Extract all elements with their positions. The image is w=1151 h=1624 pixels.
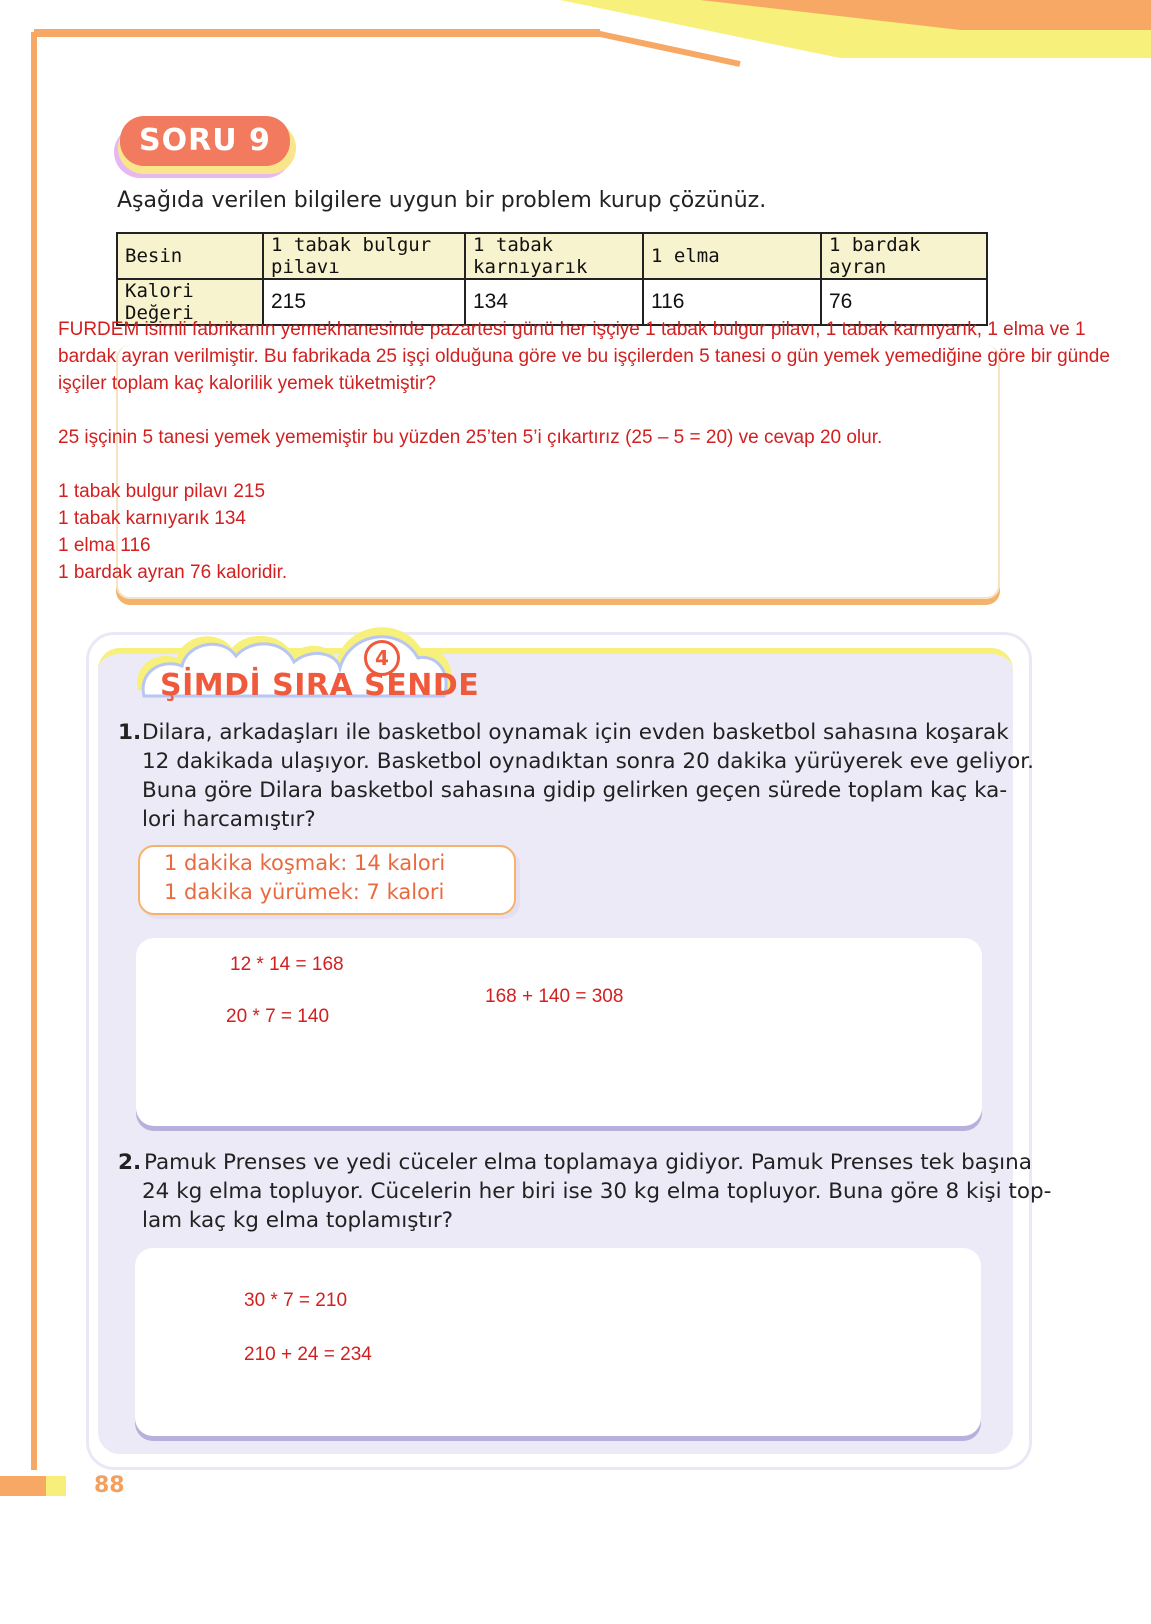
table-cell: 76	[821, 279, 987, 325]
question-badge	[118, 116, 296, 170]
question-line: lam kaç kg elma toplamıştır?	[142, 1208, 454, 1233]
table-cell: 116	[643, 279, 821, 325]
page-bar	[46, 1476, 66, 1496]
question-line: 24 kg elma topluyor. Cücelerin her biri ise 30 kg elma topluyor. Buna göre 8 kişi top-	[142, 1179, 1052, 1204]
question-line: lori harcamıştır?	[142, 807, 316, 832]
table-header-cell: 1 tabak bulgur pilavı	[263, 233, 465, 279]
q2-work-area	[135, 1248, 981, 1436]
answer-item: 1 tabak bulgur pilavı 215	[58, 481, 266, 502]
question-badge-label: SORU 9	[120, 116, 290, 166]
answer-item: 1 bardak ayran 76 kaloridir.	[58, 562, 288, 583]
calculation-line: 210 + 24 = 234	[244, 1344, 372, 1365]
page-bar	[0, 1476, 46, 1496]
calculation-line: 30 * 7 = 210	[244, 1290, 348, 1311]
calorie-table	[116, 232, 988, 326]
table-cell: 215	[263, 279, 465, 325]
table-header-cell: 1 tabak karnıyarık	[465, 233, 643, 279]
question-line: Dilara, arkadaşları ile basketbol oynamak için evden basketbol sahasına koşarak	[142, 720, 1009, 745]
table-header-cell: Besin	[117, 233, 263, 279]
lesson-number-badge: 4	[364, 640, 400, 676]
table-header-cell: 1 bardak ayran	[821, 233, 987, 279]
question-number: 1.	[118, 720, 142, 745]
instruction-text: Aşağıda verilen bilgilere uygun bir problem kurup çözünüz.	[117, 188, 767, 213]
answer-problem-text: FURDEM isimli fabrikanın yemekhanesinde pazartesi günü her işçiye 1 tabak bulgur pilavı, 1 tabak karnıyarık, 1 elma ve 1 bardak ayran verilmiştir. Bu fabrikada 25 işçi olduğuna göre ve bu işçilerden 5 tanesi o gün yemek yemediğine göre bir günde işçiler toplam kaç kalorilik yemek tüketmiştir?	[58, 319, 1110, 394]
table-cell: 134	[465, 279, 643, 325]
hint-line: 1 dakika yürümek: 7 kalori	[164, 880, 445, 904]
page-number: 88	[94, 1473, 125, 1498]
hint-line: 1 dakika koşmak: 14 kalori	[164, 851, 446, 875]
section-title: ŞİMDİ SIRA SENDE	[160, 668, 480, 703]
calculation-line: 12 * 14 = 168	[230, 954, 344, 975]
table-row-label: Kalori Değeri	[117, 279, 263, 325]
table-header-cell: 1 elma	[643, 233, 821, 279]
calculation-line: 20 * 7 = 140	[226, 1006, 330, 1027]
question-line: 12 dakikada ulaşıyor. Basketbol oynadıktan sonra 20 dakika yürüyerek eve geliyor.	[142, 749, 1035, 774]
answer-item: 1 tabak karnıyarık 134	[58, 508, 246, 529]
table-header-row	[117, 233, 987, 279]
answer-solution-text: 25 işçinin 5 tanesi yemek yememiştir bu yüzden 25’ten 5’i çıkartırız (25 – 5 = 20) ve cevap 20 olur.	[58, 427, 883, 448]
calculation-line: 168 + 140 = 308	[485, 986, 624, 1007]
answer-item: 1 elma 116	[58, 535, 151, 556]
question-line: Pamuk Prenses ve yedi cüceler elma toplamaya gidiyor. Pamuk Prenses tek başına	[144, 1150, 1032, 1175]
question-number: 2.	[118, 1150, 142, 1175]
question-line: Buna göre Dilara basketbol sahasına gidip gelirken geçen sürede toplam kaç ka-	[142, 778, 1008, 803]
